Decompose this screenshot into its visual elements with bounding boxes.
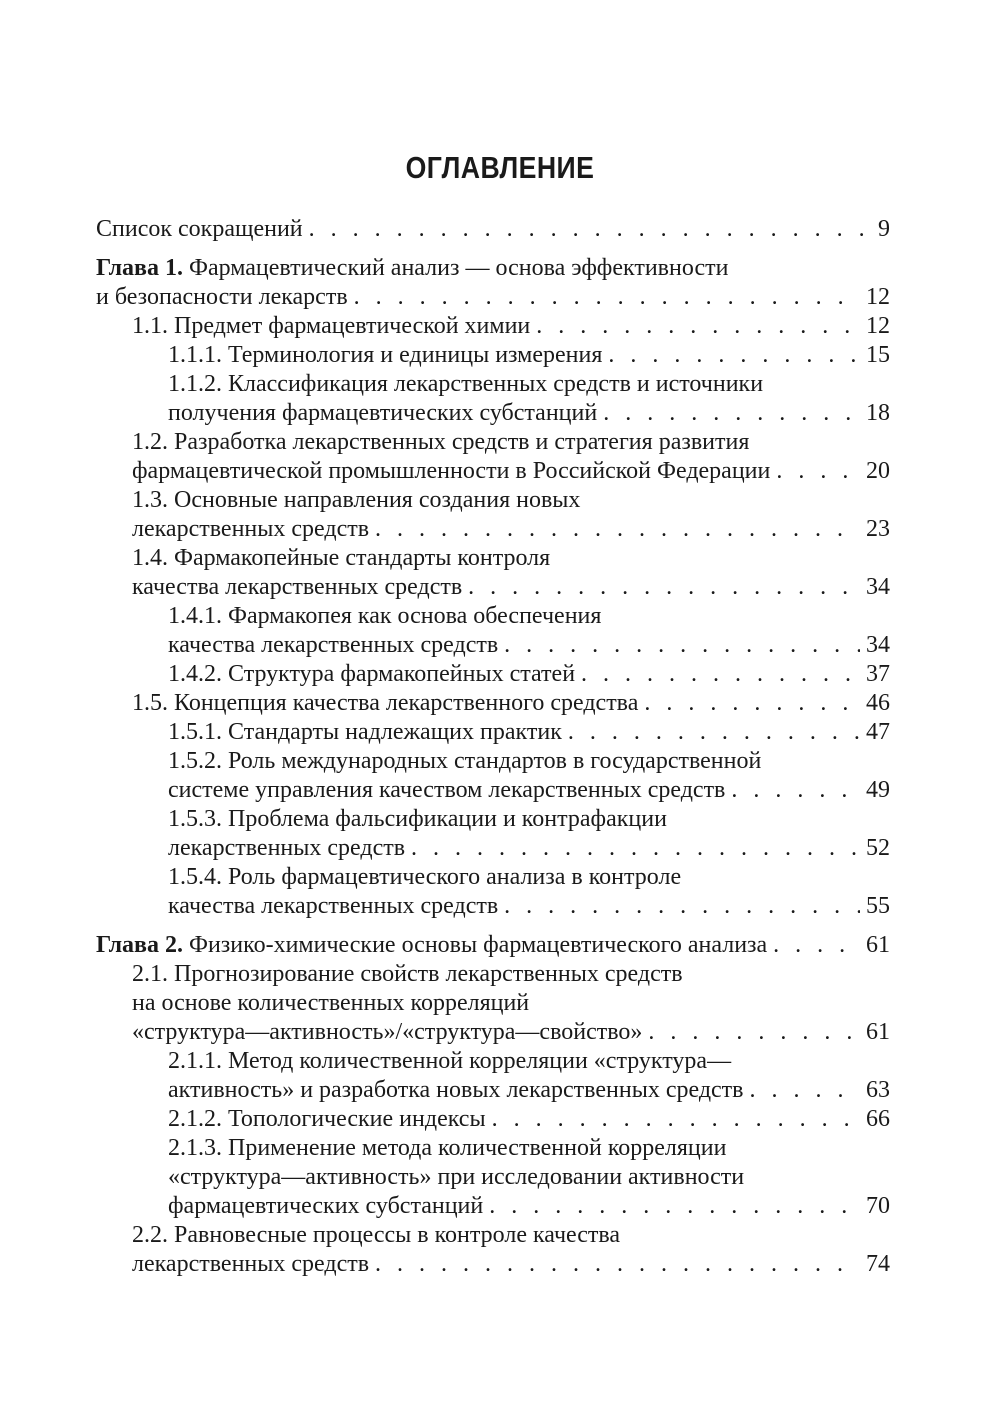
page-number: 63 [866, 1077, 890, 1103]
toc-entry-text-cont: активность» и разработка новых лекарственных средств [168, 1077, 744, 1103]
dot-leader [608, 341, 860, 370]
dot-leader [375, 1250, 860, 1279]
toc-entry-text: Физико-химические основы фармацевтического анализа [183, 932, 768, 958]
page-number: 34 [866, 574, 890, 600]
toc-entry-text: 1.4. Фармакопейные стандарты контроля [132, 545, 551, 571]
page-number: 61 [866, 1019, 890, 1045]
toc-entry-2-2[interactable] [96, 1221, 890, 1279]
dot-leader [375, 515, 860, 544]
toc-entry-2-1-2[interactable] [96, 1105, 890, 1134]
dot-leader [750, 1076, 861, 1105]
page-number: 37 [866, 661, 890, 687]
page-number: 52 [866, 835, 890, 861]
toc-entry-2-1-1[interactable] [96, 1047, 890, 1105]
toc-entry-text: 1.4.2. Структура фармакопейных статей [168, 661, 576, 687]
toc-entry-1-1[interactable] [96, 312, 890, 341]
toc-entry-text: 2.1.3. Применение метода количественной корреляции [168, 1135, 727, 1161]
toc-entry-text-line-2: на основе количественных корреляций [132, 990, 530, 1016]
page-number: 18 [866, 400, 890, 426]
page-title: ОГЛАВЛЕНИЕ [405, 150, 595, 185]
toc-entry-text: 1.5.3. Проблема фальсификации и контрафакции [168, 806, 667, 832]
toc-entry-text-cont: фармацевтической промышленности в Российской Федерации [132, 458, 771, 484]
toc-entry-chapter-1[interactable] [96, 254, 890, 312]
page-number: 74 [866, 1251, 890, 1277]
page-number: 12 [866, 313, 890, 339]
toc-entry-text-cont: качества лекарственных средств [168, 893, 499, 919]
page-number: 34 [866, 632, 890, 658]
toc-entry-1-5-1[interactable] [96, 718, 890, 747]
toc-entry-text-line-2: «структура—активность» при исследовании активности [168, 1164, 745, 1190]
toc-entry-text-cont: получения фармацевтических субстанций [168, 400, 598, 426]
page-number: 70 [866, 1193, 890, 1219]
toc-entry-1-5-3[interactable] [96, 805, 890, 863]
toc-entry-text-cont: качества лекарственных средств [132, 574, 463, 600]
toc-entry-text: 1.2. Разработка лекарственных средств и стратегия развития [132, 429, 750, 455]
toc-entry-text: 1.1.1. Терминология и единицы измерения [168, 342, 603, 368]
toc-entry-1-4-2[interactable] [96, 660, 890, 689]
toc-entry-text: 2.1. Прогнозирование свойств лекарственных средств [132, 961, 683, 987]
dot-leader [603, 399, 860, 428]
toc-entry-text: 1.5.2. Роль международных стандартов в государственной [168, 748, 762, 774]
dot-leader [354, 283, 860, 312]
toc-entry-chapter-2[interactable] [96, 931, 890, 960]
page-number: 55 [866, 893, 890, 919]
toc-entry-1-5-2[interactable] [96, 747, 890, 805]
toc-entry-text-cont: и безопасности лекарств [96, 284, 348, 310]
dot-leader [776, 457, 860, 486]
toc-entry-1-4-1[interactable] [96, 602, 890, 660]
dot-leader [411, 834, 860, 863]
page-number: 61 [866, 932, 890, 958]
dot-leader [731, 776, 860, 805]
toc-entry-text: 1.4.1. Фармакопея как основа обеспечения [168, 603, 602, 629]
toc-entry-1-5[interactable] [96, 689, 890, 718]
toc-entry-text: 1.3. Основные направления создания новых [132, 487, 581, 513]
toc-entry-text: 1.5. Концепция качества лекарственного средства [132, 690, 639, 716]
dot-leader [568, 718, 860, 747]
dot-leader [492, 1105, 860, 1134]
toc-entry-1-2[interactable] [96, 428, 890, 486]
toc-entry-text-cont: фармацевтических субстанций [168, 1193, 484, 1219]
toc-entry-text-cont: лекарственных средств [132, 516, 370, 542]
page-number: 15 [866, 342, 890, 368]
toc-entry-text: 2.2. Равновесные процессы в контроле качества [132, 1222, 621, 1248]
page-number: 20 [866, 458, 890, 484]
dot-leader [648, 1018, 860, 1047]
toc-entry-text: Фармацевтический анализ — основа эффективности [183, 255, 729, 281]
toc-entry-1-3[interactable] [96, 486, 890, 544]
toc-entry-text: 1.5.1. Стандарты надлежащих практик [168, 719, 562, 745]
dot-leader [581, 660, 860, 689]
dot-leader [309, 215, 872, 244]
toc-entry-2-1[interactable] [96, 960, 890, 1047]
page-number: 23 [866, 516, 890, 542]
dot-leader [489, 1192, 860, 1221]
toc-entry-text-cont: лекарственных средств [168, 835, 406, 861]
toc-entry-abbreviations[interactable] [96, 215, 890, 244]
toc-entry-text: 2.1.2. Топологические индексы [168, 1106, 486, 1132]
table-of-contents [96, 215, 890, 1279]
page-number: 12 [866, 284, 890, 310]
page-number: 46 [866, 690, 890, 716]
toc-entry-2-1-3[interactable] [96, 1134, 890, 1221]
toc-entry-text-cont: системе управления качеством лекарственных средств [168, 777, 726, 803]
chapter-label: Глава 1. [96, 255, 183, 281]
dot-leader [504, 892, 860, 921]
dot-leader [468, 573, 860, 602]
dot-leader [773, 931, 860, 960]
toc-entry-text: 1.5.4. Роль фармацевтического анализа в контроле [168, 864, 682, 890]
toc-entry-text-cont: лекарственных средств [132, 1251, 370, 1277]
page-number: 9 [878, 216, 890, 242]
toc-entry-text-cont: качества лекарственных средств [168, 632, 499, 658]
toc-entry-text: 1.1. Предмет фармацевтической химии [132, 313, 531, 339]
toc-entry-1-1-2[interactable] [96, 370, 890, 428]
toc-entry-1-4[interactable] [96, 544, 890, 602]
dot-leader [536, 312, 860, 341]
dot-leader [644, 689, 860, 718]
page-number: 66 [866, 1106, 890, 1132]
page-number: 49 [866, 777, 890, 803]
toc-entry-text-cont: «структура—активность»/«структура—свойство» [132, 1019, 643, 1045]
dot-leader [504, 631, 860, 660]
toc-entry-text: Список сокращений [96, 216, 303, 242]
toc-entry-text: 2.1.1. Метод количественной корреляции «структура— [168, 1048, 732, 1074]
toc-entry-text: 1.1.2. Классификация лекарственных средств и источники [168, 371, 764, 397]
chapter-label: Глава 2. [96, 932, 183, 958]
page-number: 47 [866, 719, 890, 745]
toc-entry-1-1-1[interactable] [96, 341, 890, 370]
toc-entry-1-5-4[interactable] [96, 863, 890, 921]
